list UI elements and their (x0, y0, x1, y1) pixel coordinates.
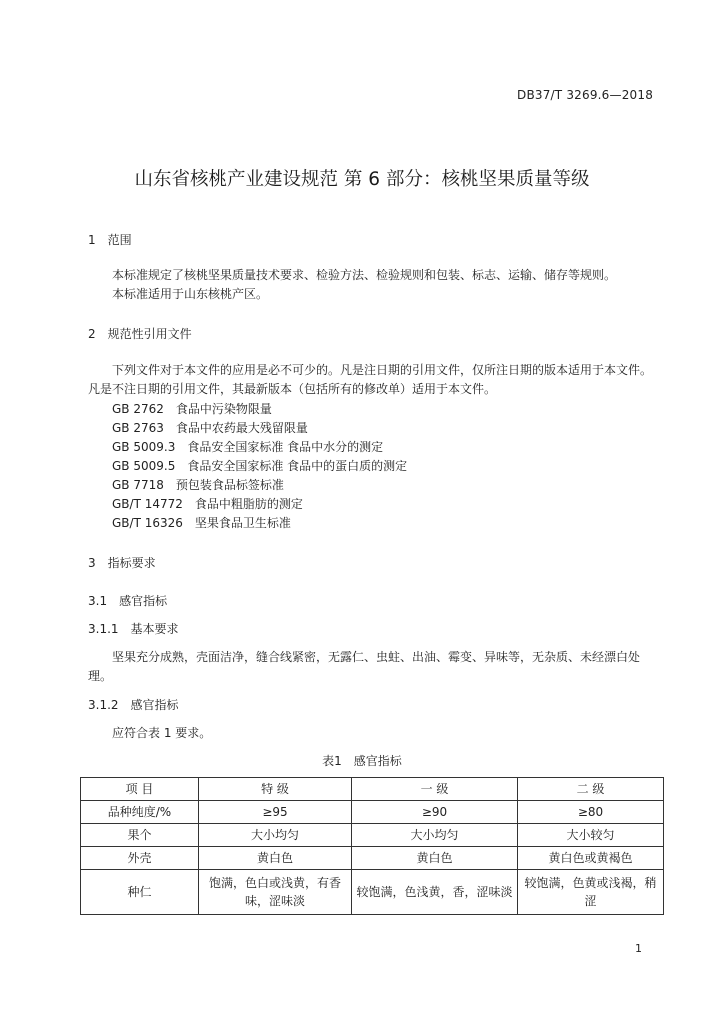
reference-name: 食品安全国家标准 食品中的蛋白质的测定 (187, 459, 408, 473)
section-title: 基本要求 (130, 622, 179, 636)
section-3-1-2-heading (88, 696, 179, 713)
table-cell: 较饱满，色黄或浅褐，稍涩 (518, 870, 664, 915)
table-cell: 大小均匀 (352, 824, 518, 847)
table-cell: ≥95 (199, 801, 352, 824)
reference-item (112, 495, 407, 514)
table-header-cell: 特 级 (199, 778, 352, 801)
table-header-cell: 一 级 (352, 778, 518, 801)
section-number: 3.1.2 (88, 698, 119, 712)
section-number: 1 (88, 233, 96, 247)
sensory-index-table (80, 777, 664, 915)
table-cell: 较饱满，色浅黄，香，涩味淡 (352, 870, 518, 915)
section-title: 范围 (107, 233, 132, 247)
table-header-cell: 项 目 (81, 778, 199, 801)
reference-name: 坚果食品卫生标准 (194, 516, 291, 530)
reference-name: 预包装食品标签标准 (175, 478, 284, 492)
section-2-paragraph-1: 下列文件对于本文件的应用是必不可少的。凡是注日期的引用文件，仅所注日期的版本适用于本文件。凡是不注日期的引用文件，其最新版本（包括所有的修改单）适用于本文件。 (88, 363, 653, 396)
section-number: 3.1 (88, 594, 108, 608)
table-row (81, 801, 664, 824)
table-header-cell: 二 级 (518, 778, 664, 801)
reference-name: 食品中粗脂肪的测定 (194, 497, 303, 511)
standard-code: DB37/T 3269.6—2018 (517, 88, 654, 102)
table-cell: ≥90 (352, 801, 518, 824)
section-number: 2 (88, 327, 96, 341)
reference-item (112, 514, 407, 533)
reference-name: 食品中农药最大残留限量 (175, 421, 308, 435)
reference-code: GB 2762 (112, 402, 164, 416)
table-cell: 种仁 (81, 870, 199, 915)
reference-name: 食品中污染物限量 (175, 402, 272, 416)
section-3-1-heading (88, 592, 167, 609)
section-3-1-1-heading (88, 620, 179, 637)
table-cell: 大小较匀 (518, 824, 664, 847)
section-2-heading (88, 325, 192, 342)
table-cell: 大小均匀 (199, 824, 352, 847)
reference-code: GB/T 16326 (112, 516, 183, 530)
table-cell: 外壳 (81, 847, 199, 870)
section-title: 指标要求 (107, 556, 156, 570)
table-row (81, 824, 664, 847)
reference-item (112, 400, 407, 419)
table-row (81, 847, 664, 870)
table-cell: 黄白色 (199, 847, 352, 870)
normative-references-list (112, 400, 407, 533)
table-header-row (81, 778, 664, 801)
section-title: 感官指标 (119, 594, 168, 608)
section-number: 3.1.1 (88, 622, 119, 636)
reference-item (112, 476, 407, 495)
reference-code: GB 5009.5 (112, 459, 176, 473)
table-cell: 黄白色或黄褐色 (518, 847, 664, 870)
table-cell: 黄白色 (352, 847, 518, 870)
section-1-heading (88, 231, 132, 248)
section-1-paragraph-1: 本标准规定了核桃坚果质量技术要求、检验方法、检验规则和包装、标志、运输、储存等规则。 (112, 268, 617, 282)
reference-item (112, 419, 407, 438)
table-cell: 饱满，色白或浅黄，有香味，涩味淡 (199, 870, 352, 915)
reference-code: GB 2763 (112, 421, 164, 435)
table-cell: 品种纯度/% (81, 801, 199, 824)
table-row (81, 870, 664, 915)
section-3-1-2-paragraph: 应符合表 1 要求。 (112, 726, 212, 740)
section-title: 规范性引用文件 (107, 327, 192, 341)
reference-code: GB/T 14772 (112, 497, 183, 511)
reference-name: 食品安全国家标准 食品中水分的测定 (187, 440, 384, 454)
table-cell: 果个 (81, 824, 199, 847)
reference-item (112, 457, 407, 476)
page-number: 1 (635, 942, 642, 955)
table-caption: 表1 感官指标 (322, 754, 402, 768)
reference-item (112, 438, 407, 457)
reference-code: GB 7718 (112, 478, 164, 492)
document-title: 山东省核桃产业建设规范 第 6 部分：核桃坚果质量等级 (134, 169, 590, 190)
section-title: 感官指标 (130, 698, 179, 712)
section-3-1-1-paragraph: 坚果充分成熟，壳面洁净，缝合线紧密，无露仁、虫蛀、出油、霉变、异味等，无杂质、未经漂白处理。 (88, 650, 641, 683)
section-3-heading (88, 554, 156, 571)
section-number: 3 (88, 556, 96, 570)
table-cell: ≥80 (518, 801, 664, 824)
reference-code: GB 5009.3 (112, 440, 176, 454)
section-1-paragraph-2: 本标准适用于山东核桃产区。 (112, 287, 269, 301)
